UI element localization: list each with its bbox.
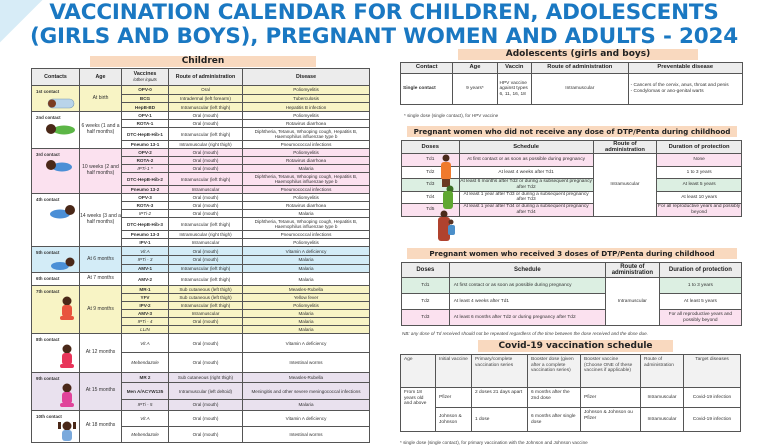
contact-cell: Single contact <box>401 74 453 105</box>
vaccine-cell: MR-1 <box>122 286 169 294</box>
age-cell: At 6 months <box>80 247 122 273</box>
adolescents-header-row <box>401 63 743 74</box>
disease-cell: - Cancers of the cervix, anus, throat and penis - Condylomas or ano-genital warts <box>628 74 742 105</box>
col-disease: Disease <box>243 69 370 86</box>
standing-child-illustration <box>58 421 76 441</box>
route-cell: Oral (mouth) <box>169 194 243 202</box>
col-primary-series: Primary/complete vaccination series <box>472 355 528 388</box>
disease-cell: Tuberculosis <box>243 94 370 103</box>
age-cell: 10 weeks (2 and half months) <box>80 149 122 194</box>
contact-label: 1st contact <box>32 86 80 112</box>
vaccine-cell: Pneumo 13-3 <box>122 231 169 239</box>
age-cell: At 12 months <box>80 334 122 372</box>
pregnant-no-dtp-heading: Pregnant women who did not receive any dose of DTP/Penta during childhood <box>407 126 737 137</box>
col-doses: Doses <box>402 141 460 154</box>
vaccine-cell: OPV-3 <box>122 194 169 202</box>
table-row <box>32 194 370 202</box>
covid-heading: Covid-19 vaccination schedule <box>478 340 673 352</box>
col-duration: Duration of protection <box>657 141 742 154</box>
covid-table <box>400 354 741 432</box>
disease-cell: Malaria <box>243 255 370 264</box>
col-route: Route of administration <box>169 69 243 86</box>
vaccine-cell: ROTA-1 <box>122 120 169 128</box>
age-cell: At 15 months <box>80 372 122 410</box>
vaccine-cell: Mebendazole <box>122 353 169 372</box>
vaccine-cell: LLIN <box>122 326 169 334</box>
col-target-diseases: Target diseases <box>684 355 741 388</box>
vaccine-cell: OPV-1 <box>122 112 169 120</box>
contact-illustration <box>36 383 79 410</box>
vaccine-cell: Vit A <box>122 334 169 353</box>
disease-cell: Vitamin A deficiency <box>243 410 370 426</box>
route-cell: Oral (mouth) <box>169 318 243 326</box>
contact-illustration <box>36 96 79 111</box>
col-booster-dose: Booster dose (given after a complete vaccination series) <box>528 355 581 388</box>
contact-illustration <box>36 122 79 137</box>
age-cell: At birth <box>80 86 122 112</box>
route-cell: Intradermal (left forearm) <box>169 94 243 103</box>
route-cell: Oral <box>169 86 243 95</box>
disease-cell: Measles-Rubella <box>243 372 370 383</box>
contact-label: 3rd contact <box>32 149 80 194</box>
disease-cell: Diphtheria, Tetanus, Whooping cough, Hepatitis B, Haemophilus influenzae type b <box>243 218 370 231</box>
route-cell: Oral (mouth) <box>169 112 243 120</box>
children-heading: Children <box>90 56 316 67</box>
age-cell: At 9 months <box>80 286 122 334</box>
vaccine-cell: IPTi-1 * <box>122 165 169 173</box>
table-row: Johnson & Johnson 1 dose 6 months after single dose Johnson & Johnson ou Pfizer Intramuscular Covid-19 infection <box>401 408 741 432</box>
col-initial-vaccine: Initial vaccine <box>436 355 472 388</box>
title-line-1: VACCINATION CALENDAR FOR CHILDREN, ADOLESCENTS <box>49 0 719 25</box>
contact-label: 7th contact <box>32 286 80 334</box>
adolescents-table <box>400 62 743 105</box>
disease-cell: Malaria <box>243 210 370 218</box>
vaccine-cell: ROTA-2 <box>122 157 169 165</box>
age-cell: From 18 years old and above <box>401 388 436 432</box>
disease-cell: Yellow fever <box>243 294 370 302</box>
pregnant-woman-illustration <box>435 153 457 245</box>
route-cell: Sub cutaneous (left thigh) <box>169 294 243 302</box>
disease-cell: Intestinal worms <box>243 426 370 442</box>
vaccine-cell: Vit A <box>122 247 169 256</box>
col-route: Route of administration <box>641 355 684 388</box>
route-cell: Oral (mouth) <box>169 255 243 264</box>
route-cell: Oral (mouth) <box>169 210 243 218</box>
contact-label: 5th contact <box>32 247 80 273</box>
table-row <box>32 410 370 426</box>
contact-illustration <box>36 204 79 221</box>
col-duration: Duration of protection <box>659 263 741 278</box>
age-cell: 14 weeks (3 and a half months) <box>80 194 122 247</box>
vaccine-cell: YFV <box>122 294 169 302</box>
sitting-child-illustration <box>58 344 76 370</box>
route-cell: Oral (mouth) <box>169 334 243 353</box>
disease-cell: Poliomyelitis <box>243 302 370 310</box>
disease-cell: Intestinal worms <box>243 353 370 372</box>
route-cell: Intramuscular (left thigh) <box>169 273 243 286</box>
col-preventable-disease: Preventable disease <box>628 63 742 74</box>
table-row: Td1 At first contact or as soon as possible during pregnancy Intramuscular None <box>402 154 742 167</box>
vaccine-cell: IPTi - 3 <box>122 255 169 264</box>
newborn-illustration <box>46 96 76 110</box>
covid-note: * single dose (single contact), for primary vaccination with the Johnson and Johnson vaccine <box>400 440 588 445</box>
table-row: Td4 At least 1 year after Td3 or during a subsequent pregnancy after Td3 At least 10 years <box>402 191 742 204</box>
vaccine-cell: Men A/ACYW135 <box>122 383 169 400</box>
age-cell: At 7 months <box>80 273 122 286</box>
vaccine-cell: HepB-BD <box>122 103 169 112</box>
route-cell: Oral (mouth) <box>169 157 243 165</box>
route-cell: Oral (mouth) <box>169 410 243 426</box>
disease-cell: Malaria <box>243 318 370 326</box>
disease-cell: Rotavirus diarrhoea <box>243 157 370 165</box>
vaccine-cell: IPV-1 <box>122 239 169 247</box>
route-cell: Intramuscular <box>169 239 243 247</box>
vaccine-cell: MR 2 <box>122 372 169 383</box>
disease-cell: Pneumococcal infections <box>243 231 370 239</box>
table-row <box>32 149 370 157</box>
col-vaccines: Vaccines /other inputs <box>122 69 169 86</box>
table-row: Td2 At least 4 weeks after Td1 At least 5 years <box>402 294 742 310</box>
sitting-child-illustration <box>58 296 76 322</box>
table-row: Td3 At least 6 months after Td2 or during pregnancy after Td2 For all reproductive years and possibly beyond <box>402 310 742 326</box>
disease-cell: Malaria <box>243 273 370 286</box>
contact-label: 8th contact <box>32 334 80 372</box>
vaccine-cell: ROTA-3 <box>122 202 169 210</box>
disease-cell: Vitamin A deficiency <box>243 247 370 256</box>
route-cell: Oral (mouth) <box>169 120 243 128</box>
pregnant-3-dtp-header-row <box>402 263 742 278</box>
adolescents-heading: Adolescents (girls and boys) <box>458 49 698 60</box>
disease-cell: Malaria <box>243 326 370 334</box>
vaccine-cell: HPV vaccine against types 6, 11, 16, 18 <box>497 74 532 105</box>
route-cell: Intramuscular <box>169 186 243 194</box>
vaccine-cell: DTC-HepB-Hib-1 <box>122 128 169 141</box>
col-age: Age <box>401 355 436 388</box>
age-cell: At 18 months <box>80 410 122 442</box>
route-cell: Intramuscular <box>593 154 657 217</box>
table-row: Td1 At first contact or as soon as possible during pregnancy Intramuscular 1 to 3 years <box>402 278 742 294</box>
disease-cell: Poliomyelitis <box>243 112 370 120</box>
vaccine-cell: AMV-1 <box>122 264 169 273</box>
disease-cell: Poliomyelitis <box>243 86 370 95</box>
col-contacts: Contacts <box>32 69 80 86</box>
route-cell <box>169 326 243 334</box>
covid-header-row <box>401 355 741 388</box>
contact-illustration <box>36 257 79 272</box>
route-cell: Intramuscular (right thigh) <box>169 231 243 239</box>
disease-cell: Malaria <box>243 165 370 173</box>
disease-cell: Poliomyelitis <box>243 239 370 247</box>
pregnant-3-dtp-heading: Pregnant women who received 3 doses of DTP/Penta during childhood <box>407 248 737 259</box>
route-cell: Oral (mouth) <box>169 149 243 157</box>
contact-label: 2nd contact <box>32 112 80 149</box>
disease-cell: Meningitis and other severe meningococcal infections <box>243 383 370 400</box>
td-note: NB: any dose of Td received should not be repeated regardless of the time between the dose received and the dose due. <box>402 331 648 336</box>
route-cell: Sub cutaneous (left thigh) <box>169 286 243 294</box>
vaccine-cell: AMV-3 <box>122 310 169 318</box>
route-cell: Oral (mouth) <box>169 247 243 256</box>
vaccine-cell: Mebendazole <box>122 426 169 442</box>
col-route: Route of administration <box>605 263 659 278</box>
contact-illustration <box>36 296 79 323</box>
vaccine-cell: AMV-2 <box>122 273 169 286</box>
route-cell: Intramuscular <box>532 74 629 105</box>
pregnant-no-dtp-header-row <box>402 141 742 154</box>
vaccine-cell: DTC-HepB-Hib-3 <box>122 218 169 231</box>
vaccine-cell: OPV-2 <box>122 149 169 157</box>
children-table <box>31 68 370 443</box>
col-doses: Doses <box>402 263 450 278</box>
disease-cell: Malaria <box>243 310 370 318</box>
table-row <box>32 286 370 294</box>
pregnant-3-dtp-table <box>401 262 742 326</box>
disease-cell: Poliomyelitis <box>243 149 370 157</box>
vaccine-cell: Vit A <box>122 410 169 426</box>
baby-illustration <box>44 159 76 173</box>
route-cell: Intramuscular <box>169 310 243 318</box>
disease-cell: Rotavirus diarrhoea <box>243 202 370 210</box>
table-row <box>32 273 370 286</box>
col-schedule: Schedule <box>459 141 593 154</box>
disease-cell: Vitamin A deficiency <box>243 334 370 353</box>
table-row: Td2 At least 4 weeks after Td1 1 to 3 years <box>402 166 742 179</box>
disease-cell: Diphtheria, Tetanus, Whooping cough, Hepatitis B, Haemophilus influenzae type b <box>243 128 370 141</box>
table-row <box>32 86 370 95</box>
contact-label: 10th contact <box>32 410 80 442</box>
route-cell: Oral (mouth) <box>169 165 243 173</box>
title-line-2: (GIRLS AND BOYS), PREGNANT WOMEN AND ADULTS - 2024 <box>29 24 738 49</box>
col-age: Age <box>80 69 122 86</box>
table-row: Td5 At least 1 year after Td4 or during a subsequent pregnancy after Td4 For all reproductive years and possibly beyond <box>402 204 742 217</box>
contact-illustration <box>36 421 79 442</box>
disease-cell: Diphtheria, Tetanus, Whooping cough, Hepatitis B, Haemophilus influenzae type b <box>243 173 370 186</box>
vaccine-cell: IPV-2 <box>122 302 169 310</box>
age-cell: 9 years* <box>453 74 497 105</box>
disease-cell: Malaria <box>243 400 370 411</box>
vaccine-cell: IPTi - 4 <box>122 318 169 326</box>
disease-cell: Hepatitis B infection <box>243 103 370 112</box>
sitting-child-illustration <box>58 383 76 409</box>
vaccine-cell: IPTi - 5 <box>122 400 169 411</box>
page-title <box>0 1 768 49</box>
route-cell: Oral (mouth) <box>169 426 243 442</box>
route-cell: Intramuscular (left thigh) <box>169 103 243 112</box>
col-booster-vaccine: Booster vaccine (Choose ONE of these vaccines if applicable) <box>581 355 641 388</box>
table-row: Td3 At least 6 months after Td2 or during a subsequent pregnancy after Td2 At least 5 years <box>402 179 742 192</box>
contact-label: 6th contact <box>32 273 80 286</box>
disease-cell: Pneumococcal infections <box>243 186 370 194</box>
table-row <box>32 334 370 353</box>
route-cell: Intramuscular (left thigh) <box>169 302 243 310</box>
disease-cell: Malaria <box>243 264 370 273</box>
vaccine-cell: BCG <box>122 94 169 103</box>
age-cell: 6 weeks (1 and a half months) <box>80 112 122 149</box>
col-route: Route of administration <box>593 141 657 154</box>
col-contact: Contact <box>401 63 453 74</box>
route-cell: Oral (mouth) <box>169 353 243 372</box>
col-schedule: Schedule <box>449 263 605 278</box>
col-age: Age <box>453 63 497 74</box>
route-cell: Intramuscular (left thigh) <box>169 128 243 141</box>
contact-label: 9th contact <box>32 372 80 410</box>
baby-illustration <box>46 204 76 220</box>
table-row <box>32 372 370 383</box>
table-row <box>32 112 370 120</box>
vaccine-cell: OPV-0 <box>122 86 169 95</box>
route-cell: Intramuscular <box>605 278 659 326</box>
vaccine-cell: DTC-HepB-Hib-2 <box>122 173 169 186</box>
disease-cell: Measles-Rubella <box>243 286 370 294</box>
contact-illustration <box>36 159 79 174</box>
disease-cell: Rotavirus diarrhoea <box>243 120 370 128</box>
table-row: From 18 years old and above Pfizer 2 doses 21 days apart 6 months after the 2nd dose Pfizer Intramuscular Covid-19 infection <box>401 388 741 408</box>
baby-illustration <box>46 257 76 271</box>
contact-label: 4th contact <box>32 194 80 247</box>
vaccine-cell: Pneumo 13-2 <box>122 186 169 194</box>
route-cell: Intramuscular (left thigh) <box>169 264 243 273</box>
col-route: Route of administration <box>532 63 629 74</box>
vaccine-cell: IPTi-2 <box>122 210 169 218</box>
contact-illustration <box>36 344 79 371</box>
disease-cell: Pneumococcal infections <box>243 141 370 149</box>
route-cell: Intramuscular (right thigh) <box>169 141 243 149</box>
route-cell: Oral (mouth) <box>169 202 243 210</box>
disease-cell: Poliomyelitis <box>243 194 370 202</box>
children-header-row <box>32 69 370 86</box>
baby-illustration <box>44 122 76 136</box>
route-cell: Sub cutaneous (right thigh) <box>169 372 243 383</box>
adolescents-note: * single dose (single contact), for HPV vaccine <box>404 113 499 118</box>
table-row <box>32 247 370 256</box>
col-vaccin: Vaccin <box>497 63 532 74</box>
route-cell: Intramuscular (left thigh) <box>169 173 243 186</box>
route-cell: Intramuscular (left deltoid) <box>169 383 243 400</box>
vaccine-cell: Pneumo 13-1 <box>122 141 169 149</box>
table-row <box>401 74 743 105</box>
route-cell: Intramuscular (left thigh) <box>169 218 243 231</box>
route-cell: Oral (mouth) <box>169 400 243 411</box>
